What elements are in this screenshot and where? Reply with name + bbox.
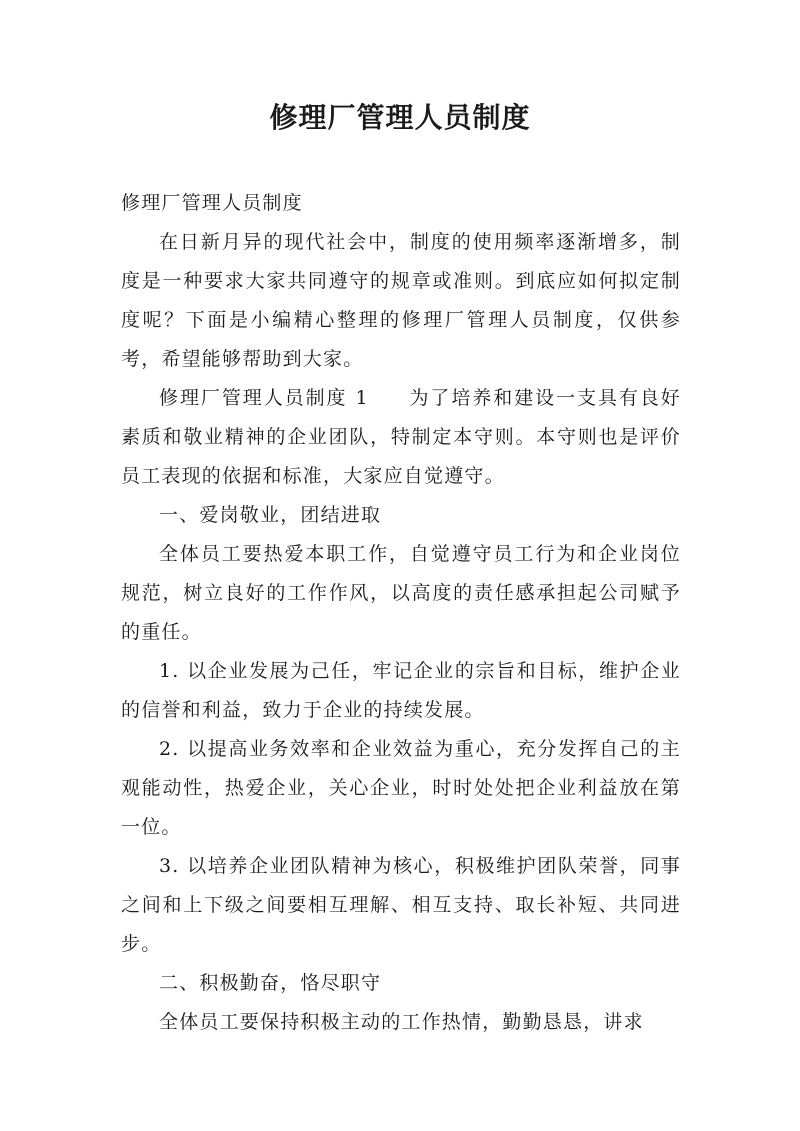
paragraph-section-1-body: 全体员工要热爱本职工作，自觉遵守员工行为和企业岗位规范，树立良好的工作作风，以高度的责任感承担起公司赋予的重任。 bbox=[121, 543, 681, 643]
document-body bbox=[121, 184, 681, 1042]
paragraph-rule-1 bbox=[121, 379, 681, 496]
section-heading-2: 二、积极勤奋，恪尽职守 bbox=[159, 972, 382, 994]
rule-1-lead: 修理厂管理人员制度 1 bbox=[159, 387, 369, 409]
list-item-2: 2. 以提高业务效率和企业效益为重心，充分发挥自己的主观能动性，热爱企业，关心企业，时时处处把企业利益放在第一位。 bbox=[121, 738, 681, 838]
document-title: 修理厂管理人员制度 bbox=[269, 101, 531, 134]
list-item-3: 3. 以培养企业团队精神为核心，积极维护团队荣誉，同事之间和上下级之间要相互理解、相互支持、取长补短、共同进步。 bbox=[121, 855, 681, 955]
section-heading-1: 一、爱岗敬业，团结进取 bbox=[159, 504, 382, 526]
rule-1-text: 为了培养和建设一支具有良好素质和敬业精神的企业团队，特制定本守则。本守则也是评价员工表现的依据和标准，大家应自觉遵守。 bbox=[121, 387, 681, 487]
list-item-1: 1. 以企业发展为己任，牢记企业的宗旨和目标，维护企业的信誉和利益，致力于企业的持续发展。 bbox=[121, 660, 681, 721]
paragraph-heading: 修理厂管理人员制度 bbox=[121, 192, 303, 214]
paragraph-section-2-body: 全体员工要保持积极主动的工作热情，勤勤恳恳，讲求 bbox=[159, 1011, 644, 1033]
paragraph-intro: 在日新月异的现代社会中，制度的使用频率逐渐增多，制度是一种要求大家共同遵守的规章或准则。到底应如何拟定制度呢？下面是小编精心整理的修理厂管理人员制度，仅供参考，希望能够帮助到大家。 bbox=[121, 231, 681, 370]
